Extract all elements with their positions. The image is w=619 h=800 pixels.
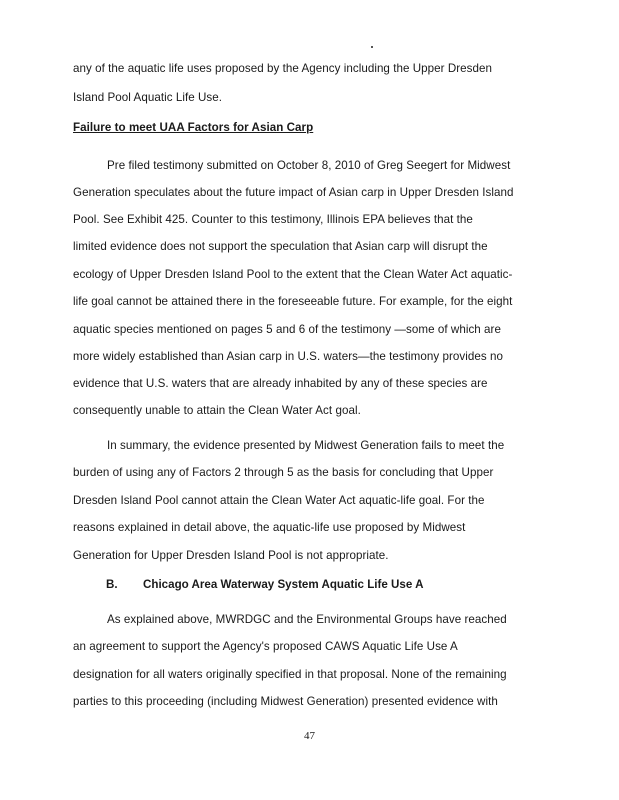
text-line: limited evidence does not support the speculation that Asian carp will disrupt the	[73, 240, 488, 253]
text-line: evidence that U.S. waters that are already inhabited by any of these species are	[73, 377, 488, 390]
text-line: In summary, the evidence presented by Midwest Generation fails to meet the	[107, 439, 505, 452]
text-line: Island Pool Aquatic Life Use.	[73, 91, 223, 104]
text-line: designation for all waters originally specified in that proposal. None of the remaining	[73, 668, 507, 681]
text-line: Pool. See Exhibit 425. Counter to this testimony, Illinois EPA believes that the	[73, 213, 473, 226]
text-line: Dresden Island Pool cannot attain the Clean Water Act aquatic-life goal. For the	[73, 494, 485, 507]
text-line: any of the aquatic life uses proposed by the Agency including the Upper Dresden	[73, 62, 493, 75]
scan-speck	[371, 46, 373, 48]
section-title: Chicago Area Waterway System Aquatic Life Use A	[143, 578, 424, 591]
text-line: Generation for Upper Dresden Island Pool is not appropriate.	[73, 549, 389, 562]
text-line: Generation speculates about the future impact of Asian carp in Upper Dresden Island	[73, 186, 514, 199]
text-line: parties to this proceeding (including Midwest Generation) presented evidence with	[73, 695, 498, 708]
text-line: aquatic species mentioned on pages 5 and 6 of the testimony —some of which are	[73, 323, 501, 336]
section-letter: B.	[106, 578, 118, 591]
text-line: As explained above, MWRDGC and the Environmental Groups have reached	[107, 613, 507, 626]
text-line: an agreement to support the Agency's proposed CAWS Aquatic Life Use A	[73, 640, 458, 653]
text-line: ecology of Upper Dresden Island Pool to the extent that the Clean Water Act aquatic-	[73, 268, 513, 281]
text-line: burden of using any of Factors 2 through 5 as the basis for concluding that Upper	[73, 466, 494, 479]
text-line: more widely established than Asian carp in U.S. waters—the testimony provides no	[73, 350, 503, 363]
text-line: reasons explained in detail above, the aquatic-life use proposed by Midwest	[73, 521, 466, 534]
text-line: Pre filed testimony submitted on October 8, 2010 of Greg Seegert for Midwest	[107, 159, 511, 172]
page-number: 47	[304, 730, 315, 742]
text-line: consequently unable to attain the Clean Water Act goal.	[73, 404, 361, 417]
section-heading: Failure to meet UAA Factors for Asian Carp	[73, 121, 314, 134]
text-line: life goal cannot be attained there in the foreseeable future. For example, for the eight	[73, 295, 513, 308]
